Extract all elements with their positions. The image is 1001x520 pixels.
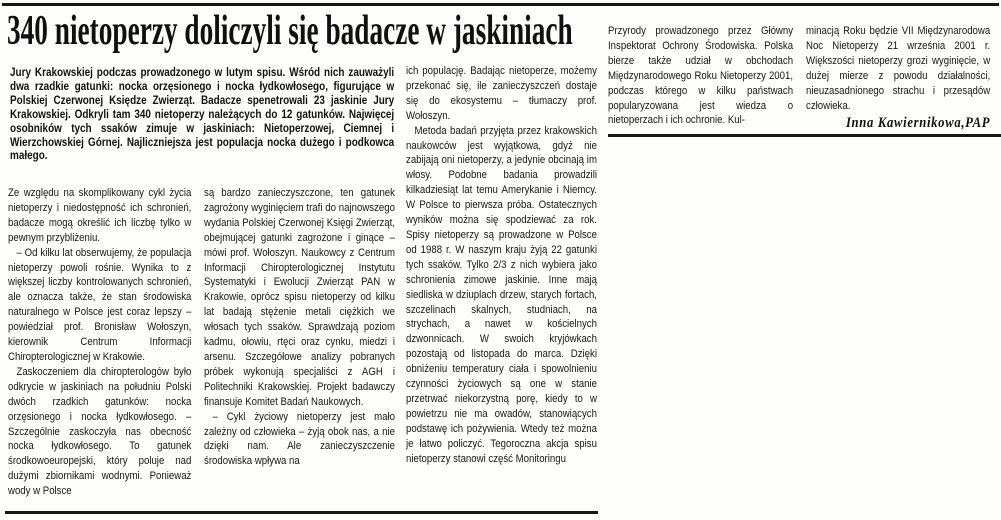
paragraph: minacją Roku będzie VII Międzynarodowa Noc Nietoperzy 21 września 2001 r. Większości nietoperzy grozi wyginięcie, w dużej mierze z powodu działalności, nieuzasadnionego strachu i przesądów człowieka. [806,25,991,112]
article-headline: 340 nietoperzy doliczyli się badacze w jaskiniach [7,8,573,54]
left-section-bottom-divider [5,511,598,514]
body-column-3 [406,64,597,466]
paragraph: Przyrody prowadzonego przez Główny Inspektorat Ochrony Środowiska. Polska bierze także udział w obchodach Międzynarodowego Roku Nietoperzy 2001, podczas którego w kilku państwach popularyzowana jest wiedza o nietoperzach i ich ochronie. Kul- [608,25,794,127]
body-column-4 [608,24,793,128]
top-divider [2,3,999,6]
paragraph: są bardzo zanieczyszczone, ten gatunek zagrożony wyginięciem trafi do najnowszego wydania Polskiej Czerwonej Księgi Zwierząt, obejmującej gatunki zagrożone i ginące – mówi prof. Wołoszyn. Naukowcy z Centrum Informacji Chiropterologicznej Instytutu Systematyki i Ewolucji Zwierząt PAN w Krakowie, oprócz spisu nietoperzy od kilku lat badają stężenie metali ciężkich we włosach tych ssaków. Sprawdzają poziom kadmu, ołowiu, rtęci oraz cynku, miedzi i arsenu. Szczegółowe analizy pobranych próbek wykonują specjaliści z AGH i Politechniki Krakowskiej. Projekt badawczy finansuje Komitet Badań Naukowych. [204,187,395,408]
lead-paragraph: Jury Krakowskiej podczas prowadzonego w lutym spisu. Wśród nich zauważyli dwa rzadkie gatunki: nocka orzęsionego i nocka łydkowłosego, figurujące w Polskiej Czerwonej Księdze Zwierząt. Badacze spenetrowali 23 jaskinie Jury Krakowskiej. Odkryli tam 340 nietoperzy należących do 12 gatunków. Najwięcej osobników tych ssaków zimuje w jaskiniach: Nietoperzowej, Ciemnej i Wierzchowskiej Górnej. Najliczniejsza jest populacja nocka dużego i podkowca małego. [10,66,395,163]
body-column-5 [806,24,990,131]
paragraph: – Cykl życiowy nietoperzy jest mało zależny od człowieka – żyją obok nas, a nie dzięki nam. Ale zanieczyszczenie środowiska wpływa na [204,410,395,468]
paragraph: – Od kilku lat obserwujemy, że populacja nietoperzy powoli rośnie. Wynika to z większej liczby kontrolowanych schronień, ale oznacza także, że stan środowiska naturalnego w Polsce jest coraz lepszy – powiedział prof. Bronisław Wołoszyn, kierownik Centrum Informacji Chiropterologicznej w Krakowie. [8,246,192,363]
paragraph: Metoda badań przyjęta przez krakowskich naukowców jest wyjątkowa, gdyż nie zabijają oni nietoperzy, a jedynie obcinają im włosy. Podobne badania prowadzili kilkadziesiąt lat temu Amerykanie i Niemcy. W Polsce to pierwsza próba. Ostatecznych wyników można się spodziewać za rok. Spisy nietoperzy są prowadzone w Polsce od 1988 r. W naszym kraju żyją 22 gatunki tych ssaków. Tylko 2/3 z nich wybiera jako schronienia zimowe jaskinie. Inne mają siedliska w dziuplach drzew, starych fortach, szczelinach skalnych, studniach, na strychach, a nawet w kościelnych dzwonnicach. W swoich kryjówkach pozostają od listopada do marca. Dzięki obniżeniu temperatury ciała i spowolnieniu czynności życiowych są one w stanie przetrwać niekorzystną porę, kiedy to w powietrzu nie ma owadów, stanowiących podstawę ich pożywienia. Wtedy też można je łatwo policzyć. Tegoroczna akcja spisu nietoperzy stanowi część Monitoringu [406,124,597,465]
paragraph: Zaskoczeniem dla chiropterologów było odkrycie w jaskiniach na południu Polski dwóch rzadkich gatunków: nocka orzęsionego i nocka łydkowłosego. – Szczególnie zaskoczyła nas obecność nocka łydkowłosego. To gatunek środkowoeuropejski, który poluje nad dużymi zbiornikami wodnymi. Ponieważ wody w Polsce [8,365,192,498]
body-column-1 [8,186,191,499]
paragraph: Ze względu na skomplikowany cykl życia nietoperzy i niedostępność ich schronień, badacze mogą określić ich liczbę tylko w pewnym przybliżeniu. [8,187,192,244]
right-section-bottom-divider [608,134,1001,137]
author-byline: Inna Kawiernikowa,PAP [845,115,991,132]
paragraph: ich populację. Badając nietoperze, możemy przekonać się, ile zanieczyszczeń dostaje się do ekosystemu – tłumaczy prof. Wołoszyn. [406,65,597,122]
body-column-2 [204,186,395,469]
